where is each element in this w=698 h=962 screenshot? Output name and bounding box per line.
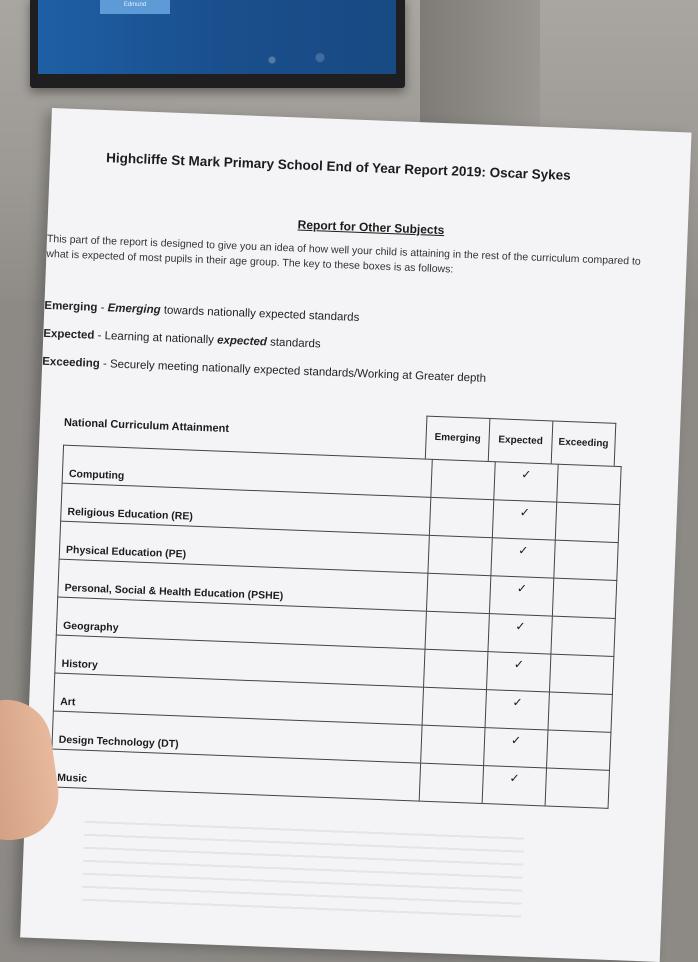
emerging-cell bbox=[425, 611, 489, 651]
monitor-label: Edmund bbox=[100, 0, 170, 14]
emerging-cell bbox=[419, 763, 483, 803]
intro-paragraph: This part of the report is designed to give you an idea of how well your child is attaining in the rest of the curriculum compared to what is expected of most pupils in their age group. The key to these boxes is as follows: bbox=[46, 232, 641, 276]
subject-cell: History bbox=[55, 635, 425, 687]
expected-cell: ✓ bbox=[491, 538, 555, 578]
expected-cell: ✓ bbox=[486, 652, 550, 692]
exceeding-cell bbox=[555, 502, 619, 542]
exceeding-cell bbox=[552, 578, 616, 618]
emerging-cell bbox=[424, 649, 488, 689]
emerging-cell bbox=[421, 725, 485, 765]
subject-cell: Art bbox=[53, 673, 423, 725]
subject-cell: Computing bbox=[62, 445, 432, 497]
key-emerging bbox=[44, 300, 359, 324]
subject-cell: Geography bbox=[56, 597, 426, 649]
emerging-cell bbox=[422, 687, 486, 727]
expected-cell: ✓ bbox=[485, 690, 549, 730]
exceeding-cell bbox=[551, 616, 615, 656]
subject-cell: Design Technology (DT) bbox=[52, 711, 422, 763]
exceeding-cell bbox=[545, 768, 609, 808]
expected-cell: ✓ bbox=[484, 728, 548, 768]
subject-cell: Religious Education (RE) bbox=[61, 483, 431, 535]
attainment-table bbox=[50, 401, 620, 809]
column-header-expected: Expected bbox=[489, 418, 554, 463]
wall-monitor bbox=[30, 0, 405, 88]
key-term: Exceeding bbox=[42, 355, 100, 371]
key-description: standards bbox=[266, 336, 321, 351]
exceeding-cell bbox=[557, 464, 621, 504]
emerging-cell bbox=[429, 497, 493, 537]
key-description: towards nationally expected standards bbox=[160, 304, 360, 324]
exceeding-cell bbox=[547, 730, 611, 770]
expected-cell: ✓ bbox=[482, 766, 546, 806]
exceeding-cell bbox=[554, 540, 618, 580]
key-term: Expected bbox=[43, 327, 95, 342]
monitor-graphic bbox=[248, 48, 368, 72]
key-separator: - bbox=[97, 301, 108, 315]
report-sheet bbox=[20, 108, 691, 962]
key-separator: - Learning at nationally bbox=[94, 329, 218, 347]
subject-cell: Music bbox=[50, 749, 420, 801]
subject-cell: Personal, Social & Health Education (PSHE) bbox=[58, 559, 428, 611]
expected-cell: ✓ bbox=[494, 462, 558, 502]
key-emphasis: Emerging bbox=[107, 302, 161, 317]
key-expected bbox=[43, 328, 321, 351]
exceeding-cell bbox=[549, 654, 613, 694]
report-title: Highcliffe St Mark Primary School End of Year Report 2019: Oscar Sykes bbox=[105, 150, 572, 183]
section-heading: Report for Other Subjects bbox=[297, 217, 445, 238]
expected-cell: ✓ bbox=[488, 614, 552, 654]
exceeding-cell bbox=[548, 692, 612, 732]
emerging-cell bbox=[428, 535, 492, 575]
key-emphasis: expected bbox=[216, 334, 268, 349]
column-header-exceeding: Exceeding bbox=[552, 420, 617, 465]
emerging-cell bbox=[426, 573, 490, 613]
key-separator: - Securely meeting nationally expected standards/Working at Greater depth bbox=[99, 358, 487, 385]
monitor-screen bbox=[38, 0, 396, 74]
column-header-emerging: Emerging bbox=[425, 415, 491, 460]
expected-cell: ✓ bbox=[492, 500, 556, 540]
emerging-cell bbox=[431, 459, 495, 499]
key-exceeding bbox=[42, 356, 486, 385]
show-through-text bbox=[81, 810, 525, 927]
subject-cell: Physical Education (PE) bbox=[59, 521, 429, 573]
expected-cell: ✓ bbox=[489, 576, 553, 616]
attainment-grid bbox=[50, 445, 622, 809]
key-term: Emerging bbox=[44, 299, 98, 314]
table-heading: National Curriculum Attainment bbox=[63, 416, 230, 436]
